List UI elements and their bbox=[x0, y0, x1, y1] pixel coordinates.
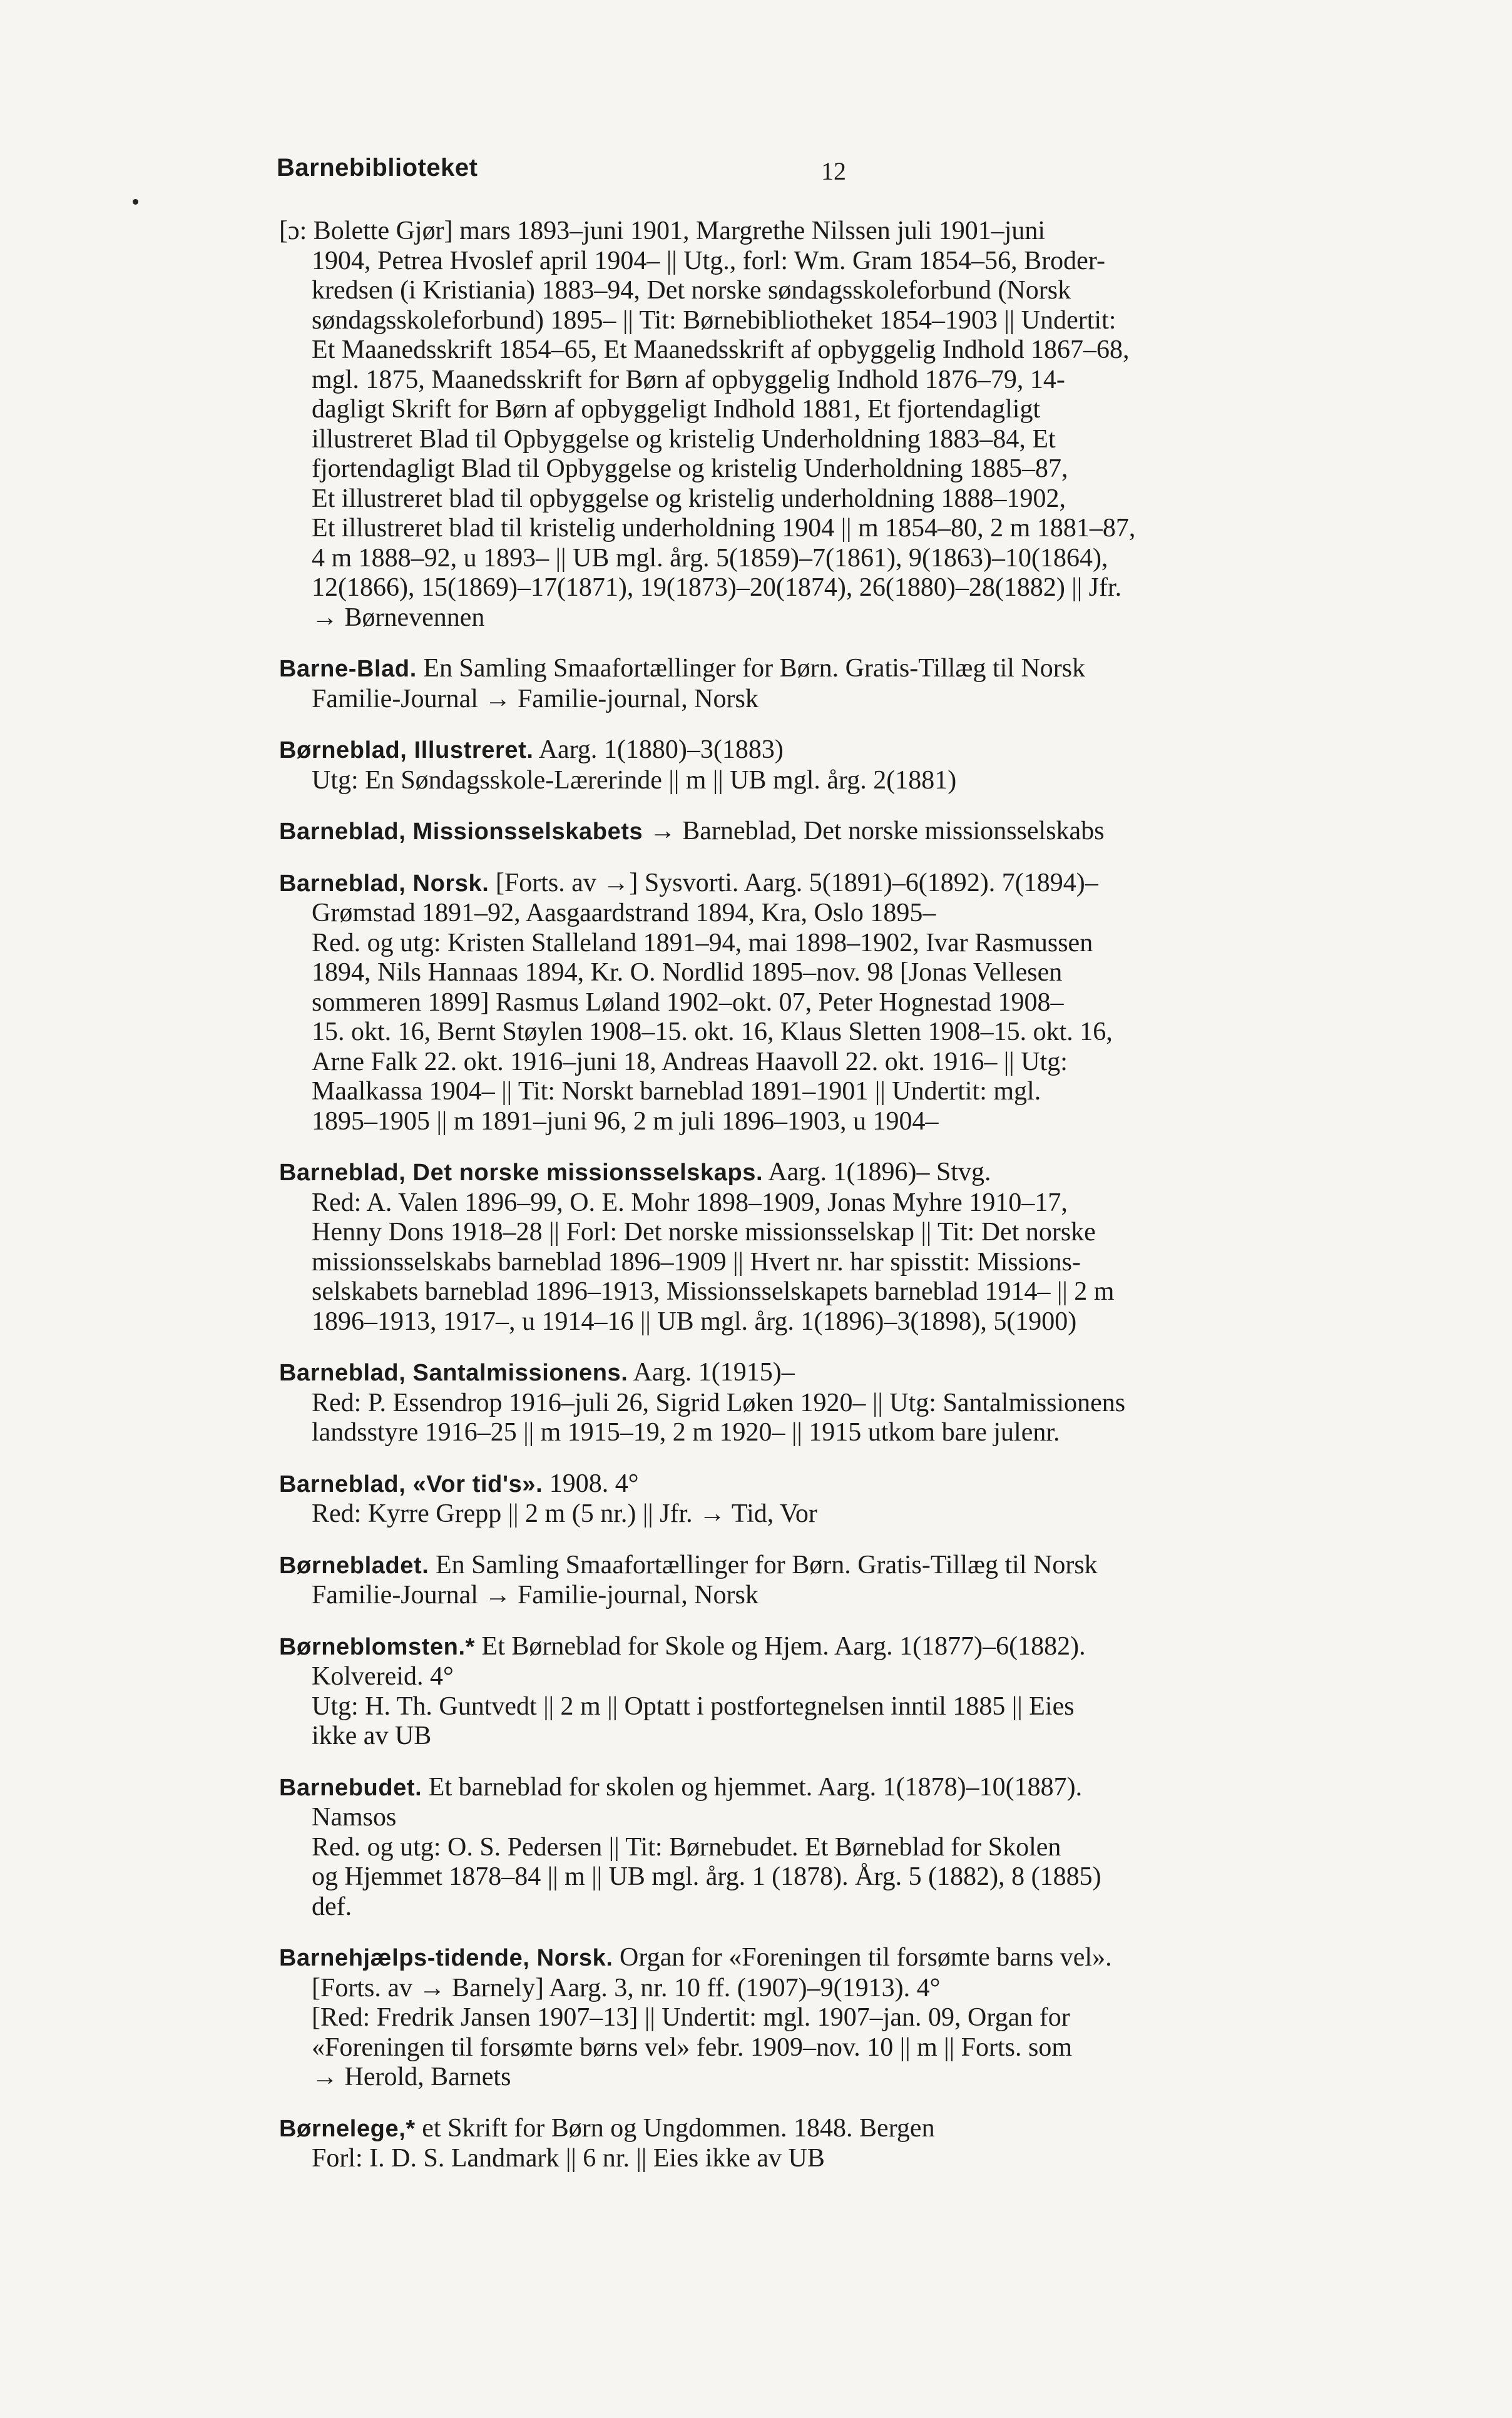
page-number: 12 bbox=[821, 157, 846, 185]
entry-continuation-line bbox=[279, 2003, 1392, 2033]
entry-headword: Børnebladet. bbox=[279, 1552, 429, 1579]
entry-continuation-line bbox=[279, 1662, 1392, 1692]
catalog-entry bbox=[279, 1358, 1392, 1448]
entry-text: Maalkassa 1904– || Tit: Norskt barneblad 1891–1901 || Undertit: mgl. bbox=[312, 1077, 1041, 1106]
entry-continuation-line bbox=[279, 544, 1392, 574]
entry-text: [Forts. av →] Sysvorti. Aarg. 5(1891)–6(1892). 7(1894)– bbox=[489, 868, 1098, 897]
running-title: Barnebiblioteket bbox=[277, 154, 478, 181]
entry-continuation-line bbox=[279, 365, 1392, 395]
entry-continuation-line bbox=[279, 1277, 1392, 1307]
entry-continuation-line bbox=[279, 929, 1392, 959]
entry-text: Et illustreret blad til kristelig underholdning 1904 || m 1854–80, 2 m 1881–87, bbox=[312, 514, 1136, 543]
entry-text: et Skrift for Børn og Ungdommen. 1848. Bergen bbox=[415, 2113, 935, 2143]
entry-text: → Barneblad, Det norske missionsselskabs bbox=[643, 817, 1105, 845]
entry-text: 4 m 1888–92, u 1893– || UB mgl. årg. 5(1859)–7(1861), 9(1863)–10(1864), bbox=[312, 543, 1108, 573]
entry-text: «Foreningen til forsømte børns vel» febr. 1909–nov. 10 || m || Forts. som bbox=[312, 2033, 1072, 2062]
entry-text: [ɔ: Bolette Gjør] mars 1893–juni 1901, Margrethe Nilssen juli 1901–juni bbox=[279, 217, 1046, 245]
entry-text: Red. og utg: Kristen Stalleland 1891–94, mai 1898–1902, Ivar Rasmussen bbox=[312, 928, 1093, 957]
entry-headword: Barneblad, Missionsselskabets bbox=[279, 819, 643, 845]
entry-continuation-line bbox=[279, 1077, 1392, 1107]
entry-text: mgl. 1875, Maanedsskrift for Børn af opbyggelig Indhold 1876–79, 14- bbox=[312, 365, 1065, 394]
entry-text: Forl: I. D. S. Landmark || 6 nr. || Eies ikke av UB bbox=[312, 2144, 825, 2173]
entry-continuation-line bbox=[279, 1307, 1392, 1337]
entry-headword: Børnelege,* bbox=[279, 2115, 416, 2142]
catalog-entry bbox=[279, 654, 1392, 714]
entry-first-line bbox=[279, 735, 1392, 766]
entry-headword: Barneblad, Det norske missionsselskaps. bbox=[279, 1160, 764, 1186]
entry-continuation-line bbox=[279, 1107, 1392, 1137]
entry-text: Et Børneblad for Skole og Hjem. Aarg. 1(1877)–6(1882). bbox=[475, 1631, 1086, 1661]
catalog-entry bbox=[279, 1469, 1392, 1529]
entry-continuation-line bbox=[279, 514, 1392, 544]
entry-text: def. bbox=[312, 1892, 352, 1921]
entry-headword: Barneblad, Norsk. bbox=[279, 870, 489, 897]
entry-continuation-line bbox=[279, 1803, 1392, 1833]
entry-first-line bbox=[279, 1158, 1392, 1188]
entry-first-line bbox=[279, 1773, 1392, 1803]
entry-first-line bbox=[279, 2114, 1392, 2145]
entry-continuation-line bbox=[279, 335, 1392, 365]
entry-continuation-line bbox=[279, 276, 1392, 306]
entry-continuation-line bbox=[279, 573, 1392, 603]
entry-text: Aarg. 1(1915)– bbox=[628, 1358, 795, 1387]
entry-continuation-line bbox=[279, 306, 1392, 336]
entry-continuation-line bbox=[279, 247, 1392, 277]
entry-first-line bbox=[279, 1551, 1392, 1581]
entry-headword: Barnebudet. bbox=[279, 1774, 422, 1801]
entry-text: sommeren 1899] Rasmus Løland 1902–okt. 07, Peter Hognestad 1908– bbox=[312, 987, 1064, 1017]
entry-continuation-line bbox=[279, 1389, 1392, 1419]
catalog-entry bbox=[279, 817, 1392, 847]
entry-text: Grømstad 1891–92, Aasgaardstrand 1894, Kra, Oslo 1895– bbox=[312, 899, 936, 927]
entry-continuation-line bbox=[279, 1833, 1392, 1863]
entry-first-line bbox=[279, 654, 1392, 685]
catalog-entry bbox=[279, 869, 1392, 1137]
entry-text: [Forts. av → Barnely] Aarg. 3, nr. 10 ff. (1907)–9(1913). 4° bbox=[312, 1973, 941, 2002]
entry-text: Aarg. 1(1880)–3(1883) bbox=[533, 735, 784, 764]
entry-continuation-line bbox=[279, 454, 1392, 484]
entry-first-line bbox=[279, 1943, 1392, 1974]
entry-text: 12(1866), 15(1869)–17(1871), 19(1873)–20(1874), 26(1880)–28(1882) || Jfr. bbox=[312, 573, 1122, 602]
entry-continuation-line bbox=[279, 1188, 1392, 1218]
entry-text: landsstyre 1916–25 || m 1915–19, 2 m 1920– || 1915 utkom bare julenr. bbox=[312, 1418, 1060, 1447]
entry-text: 15. okt. 16, Bernt Støylen 1908–15. okt. 16, Klaus Sletten 1908–15. okt. 16, bbox=[312, 1018, 1113, 1046]
entry-headword: Barnehjælps-tidende, Norsk. bbox=[279, 1945, 613, 1971]
catalog-entry bbox=[279, 1158, 1392, 1337]
entry-text: Red: P. Essendrop 1916–juli 26, Sigrid Løken 1920– || Utg: Santalmissionens bbox=[312, 1388, 1126, 1417]
entry-headword: Børneblad, Illustreret. bbox=[279, 737, 534, 763]
entry-text: Aarg. 1(1896)– Stvg. bbox=[763, 1158, 991, 1186]
entry-continuation-line bbox=[279, 958, 1392, 988]
entry-continuation-line bbox=[279, 685, 1392, 715]
entry-headword: Barneblad, «Vor tid's». bbox=[279, 1471, 543, 1497]
entry-first-line bbox=[279, 1358, 1392, 1389]
entry-text: Et barneblad for skolen og hjemmet. Aarg. 1(1878)–10(1887). bbox=[422, 1772, 1083, 1802]
catalog-entry bbox=[279, 735, 1392, 795]
entry-text: missionsselskabs barneblad 1896–1909 || Hvert nr. har spisstit: Missions- bbox=[312, 1247, 1081, 1277]
entry-text: En Samling Smaafortællinger for Børn. Gratis-Tillæg til Norsk bbox=[429, 1550, 1098, 1579]
entry-text: Et Maanedsskrift 1854–65, Et Maanedsskrift af opbyggelig Indhold 1867–68, bbox=[312, 335, 1130, 364]
entry-continuation-line bbox=[279, 1048, 1392, 1078]
entry-text: → Børnevennen bbox=[312, 603, 485, 632]
margin-dot bbox=[133, 199, 138, 205]
entry-text: 1904, Petrea Hvoslef april 1904– || Utg., forl: Wm. Gram 1854–56, Broder- bbox=[312, 246, 1105, 275]
entry-text: 1896–1913, 1917–, u 1914–16 || UB mgl. årg. 1(1896)–3(1898), 5(1900) bbox=[312, 1307, 1077, 1336]
entry-headword: Barneblad, Santalmissionens. bbox=[279, 1360, 628, 1386]
entry-text: Red: A. Valen 1896–99, O. E. Mohr 1898–1909, Jonas Myhre 1910–17, bbox=[312, 1188, 1068, 1217]
entry-text: kredsen (i Kristiania) 1883–94, Det norske søndagsskoleforbund (Norsk bbox=[312, 276, 1071, 305]
entry-continuation-line bbox=[279, 1218, 1392, 1248]
entry-continuation-line bbox=[279, 899, 1392, 929]
entry-text: Namsos bbox=[312, 1803, 397, 1832]
entry-continuation-line bbox=[279, 1018, 1392, 1048]
entry-continuation-line bbox=[279, 1722, 1392, 1752]
entry-text: Utg: H. Th. Guntvedt || 2 m || Optatt i postfortegnelsen inntil 1885 || Eies bbox=[312, 1691, 1075, 1721]
entry-text: dagligt Skrift for Børn af opbyggeligt Indhold 1881, Et fjortendagligt bbox=[312, 395, 1041, 424]
entry-first-line bbox=[279, 1469, 1392, 1500]
entry-continuation-line bbox=[279, 425, 1392, 455]
entry-continuation-line bbox=[279, 2063, 1392, 2093]
entry-first-line bbox=[279, 1632, 1392, 1663]
entry-continuation-line bbox=[279, 1892, 1392, 1922]
entry-continuation-line bbox=[279, 2033, 1392, 2063]
catalog-entry bbox=[279, 217, 1392, 633]
entry-text: 1894, Nils Hannaas 1894, Kr. O. Nordlid 1895–nov. 98 [Jonas Vellesen bbox=[312, 958, 1063, 987]
entry-continuation-line bbox=[279, 1974, 1392, 2004]
catalog-entries bbox=[279, 217, 1392, 2195]
catalog-entry bbox=[279, 1773, 1392, 1922]
entry-text: illustreret Blad til Opbyggelse og kristelig Underholdning 1883–84, Et bbox=[312, 424, 1056, 454]
entry-continuation-line bbox=[279, 2144, 1392, 2174]
entry-first-line bbox=[279, 869, 1392, 899]
entry-continuation-line bbox=[279, 1418, 1392, 1448]
entry-continuation-line bbox=[279, 1862, 1392, 1892]
entry-text: Et illustreret blad til opbyggelse og kristelig underholdning 1888–1902, bbox=[312, 484, 1066, 513]
entry-continuation-line bbox=[279, 1581, 1392, 1611]
entry-text: Red: Kyrre Grepp || 2 m (5 nr.) || Jfr. → Tid, Vor bbox=[312, 1499, 817, 1528]
entry-continuation-line bbox=[279, 1692, 1392, 1722]
entry-text: Henny Dons 1918–28 || Forl: Det norske missionsselskap || Tit: Det norske bbox=[312, 1218, 1096, 1247]
entry-text: og Hjemmet 1878–84 || m || UB mgl. årg. 1 (1878). Årg. 5 (1882), 8 (1885) bbox=[312, 1862, 1101, 1891]
entry-first-line bbox=[279, 817, 1392, 847]
entry-continuation-line bbox=[279, 766, 1392, 796]
entry-continuation-line bbox=[279, 988, 1392, 1018]
entry-text: Arne Falk 22. okt. 1916–juni 18, Andreas Haavoll 22. okt. 1916– || Utg: bbox=[312, 1047, 1068, 1076]
entry-continuation-line bbox=[279, 603, 1392, 633]
entry-first-line bbox=[279, 217, 1392, 247]
catalog-entry bbox=[279, 2114, 1392, 2174]
entry-text: → Herold, Barnets bbox=[312, 2063, 511, 2091]
entry-text: ikke av UB bbox=[312, 1722, 432, 1750]
entry-continuation-line bbox=[279, 484, 1392, 514]
entry-text: Organ for «Foreningen til forsømte barns vel». bbox=[613, 1943, 1112, 1972]
catalog-entry bbox=[279, 1943, 1392, 2093]
entry-text: [Red: Fredrik Jansen 1907–13] || Undertit: mgl. 1907–jan. 09, Organ for bbox=[312, 2003, 1070, 2032]
catalog-entry bbox=[279, 1632, 1392, 1752]
entry-text: En Samling Smaafortællinger for Børn. Gratis-Tillæg til Norsk bbox=[416, 654, 1086, 683]
entry-headword: Børneblomsten.* bbox=[279, 1633, 476, 1660]
entry-text: Familie-Journal → Familie-journal, Norsk bbox=[312, 684, 759, 713]
entry-headword: Barne-Blad. bbox=[279, 656, 417, 682]
catalog-entry bbox=[279, 1551, 1392, 1611]
running-header bbox=[277, 154, 1403, 191]
entry-text: fjortendagligt Blad til Opbyggelse og kristelig Underholdning 1885–87, bbox=[312, 454, 1068, 483]
entry-text: 1908. 4° bbox=[543, 1469, 639, 1498]
entry-text: Familie-Journal → Familie-journal, Norsk bbox=[312, 1581, 759, 1609]
entry-text: Red. og utg: O. S. Pedersen || Tit: Børnebudet. Et Børneblad for Skolen bbox=[312, 1832, 1061, 1862]
entry-text: Utg: En Søndagsskole-Lærerinde || m || UB mgl. årg. 2(1881) bbox=[312, 765, 957, 795]
entry-text: Kolvereid. 4° bbox=[312, 1662, 454, 1691]
entry-continuation-line bbox=[279, 395, 1392, 425]
entry-continuation-line bbox=[279, 1499, 1392, 1529]
entry-text: selskabets barneblad 1896–1913, Missionsselskapets barneblad 1914– || 2 m bbox=[312, 1277, 1115, 1306]
entry-text: 1895–1905 || m 1891–juni 96, 2 m juli 1896–1903, u 1904– bbox=[312, 1106, 939, 1136]
entry-continuation-line bbox=[279, 1248, 1392, 1278]
entry-text: søndagsskoleforbund) 1895– || Tit: Børnebibliotheket 1854–1903 || Undertit: bbox=[312, 305, 1116, 335]
